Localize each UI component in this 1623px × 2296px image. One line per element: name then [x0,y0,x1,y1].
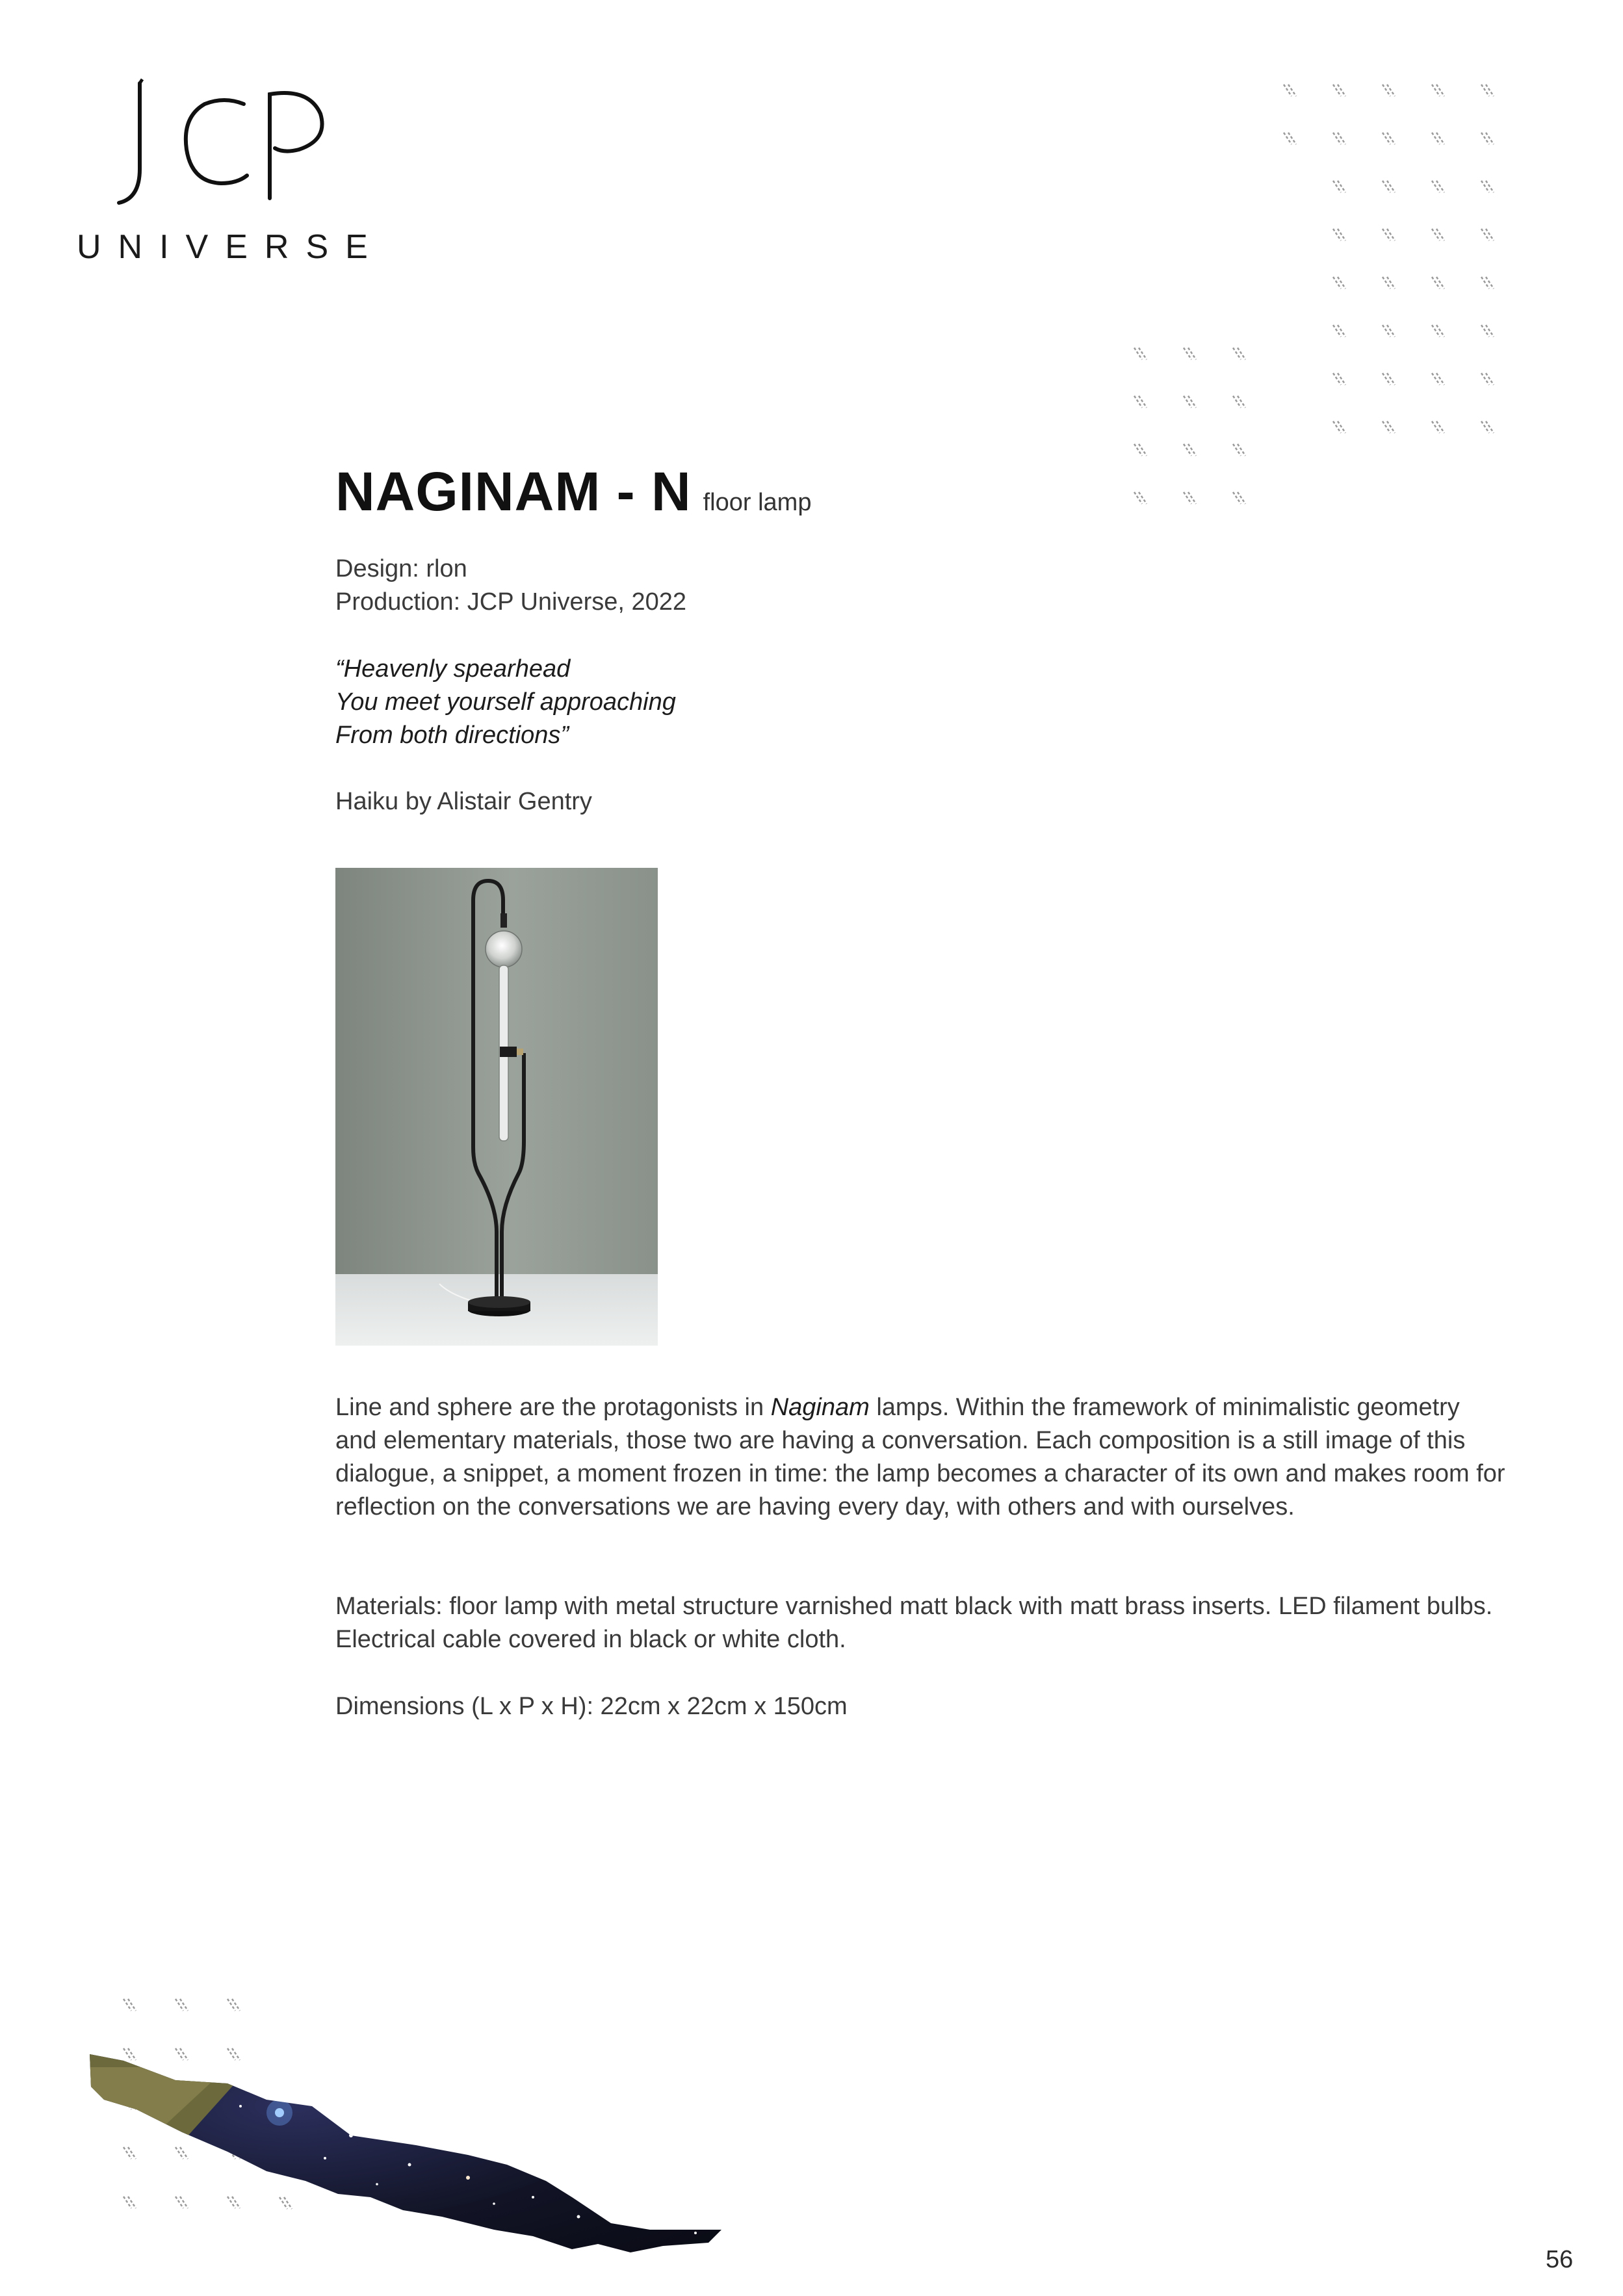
dash-mark [1432,181,1444,192]
haiku-credit: Haiku by Alistair Gentry [335,788,592,815]
dash-mark [1233,444,1245,456]
dash-mark [1481,133,1494,144]
dash-mark [1432,277,1444,289]
dash-mark [1233,492,1245,504]
dash-mark [1333,277,1345,289]
dash-mark [1184,492,1196,504]
dash-mark [1481,277,1494,289]
dash-mark [1383,85,1395,96]
dash-mark [1333,229,1345,241]
jcp-logo-mark [114,78,328,208]
dash-mark [1184,396,1196,408]
credits-block [335,553,1505,619]
haiku-line: You meet yourself approaching [335,688,676,716]
dash-mark [1383,181,1395,192]
dash-mark [1432,85,1444,96]
dash-mark [1383,277,1395,289]
dash-mark [1383,421,1395,433]
cosmos-collage-image [78,2002,799,2262]
dash-mark [1333,373,1345,385]
dash-mark [1432,325,1444,337]
dash-mark [1481,325,1494,337]
dash-pattern-top-right [1105,78,1521,546]
dash-mark [1432,373,1444,385]
product-photo [335,868,658,1346]
dash-mark [1383,325,1395,337]
dash-mark [1432,421,1444,433]
description-emphasis: Naginam [770,1394,870,1421]
dimensions: Dimensions (L x P x H): 22cm x 22cm x 150cm [335,1693,848,1720]
dash-mark [1284,85,1296,96]
dash-mark [1481,85,1494,96]
dash-mark [1233,348,1245,359]
production-credit: Production: JCP Universe, 2022 [335,588,687,616]
product-type: floor lamp [703,489,812,516]
product-title: NAGINAM - N [335,461,692,522]
dash-mark [1481,373,1494,385]
dash-mark [1432,133,1444,144]
dash-mark [1233,396,1245,408]
dash-mark [1184,444,1196,456]
dash-mark [1333,181,1345,192]
brand-wordmark: UNIVERSE [77,228,385,266]
description [335,1391,1505,1524]
dash-mark [1333,421,1345,433]
dash-mark [1134,396,1147,408]
dash-mark [1432,229,1444,241]
dash-mark [1134,492,1147,504]
dash-mark [1383,229,1395,241]
page-number: 56 [1546,2246,1574,2273]
dash-mark [1134,444,1147,456]
dash-mark [1284,133,1296,144]
description-suffix: lamps. Within the framework of minimalistic geometry and elementary materials, those two are having a conversation. Each composition is a still image of this dialogue, a snippet, a moment frozen in time: the lamp becomes a character of its own and makes room for reflection on the conversations we are having every day, with others and with ourselves. [335,1394,1505,1520]
design-credit: Design: rlon [335,555,467,582]
dash-mark [1481,181,1494,192]
haiku [335,653,1505,752]
dash-mark [1134,348,1147,359]
haiku-line: From both directions” [335,722,569,749]
product-title-row [335,460,811,523]
dash-mark [1481,229,1494,241]
materials: Materials: floor lamp with metal structure varnished matt black with matt brass inserts. LED filament bulbs. Electrical cable covered in black or white cloth. [335,1593,1493,1653]
dash-mark [1184,348,1196,359]
dash-mark [1333,85,1345,96]
dash-mark [1333,325,1345,337]
description-prefix: Line and sphere are the protagonists in [335,1394,771,1421]
dash-mark [1333,133,1345,144]
dash-mark [1383,373,1395,385]
dash-mark [1383,133,1395,144]
dash-mark [1481,421,1494,433]
haiku-line: “Heavenly spearhead [335,655,571,683]
